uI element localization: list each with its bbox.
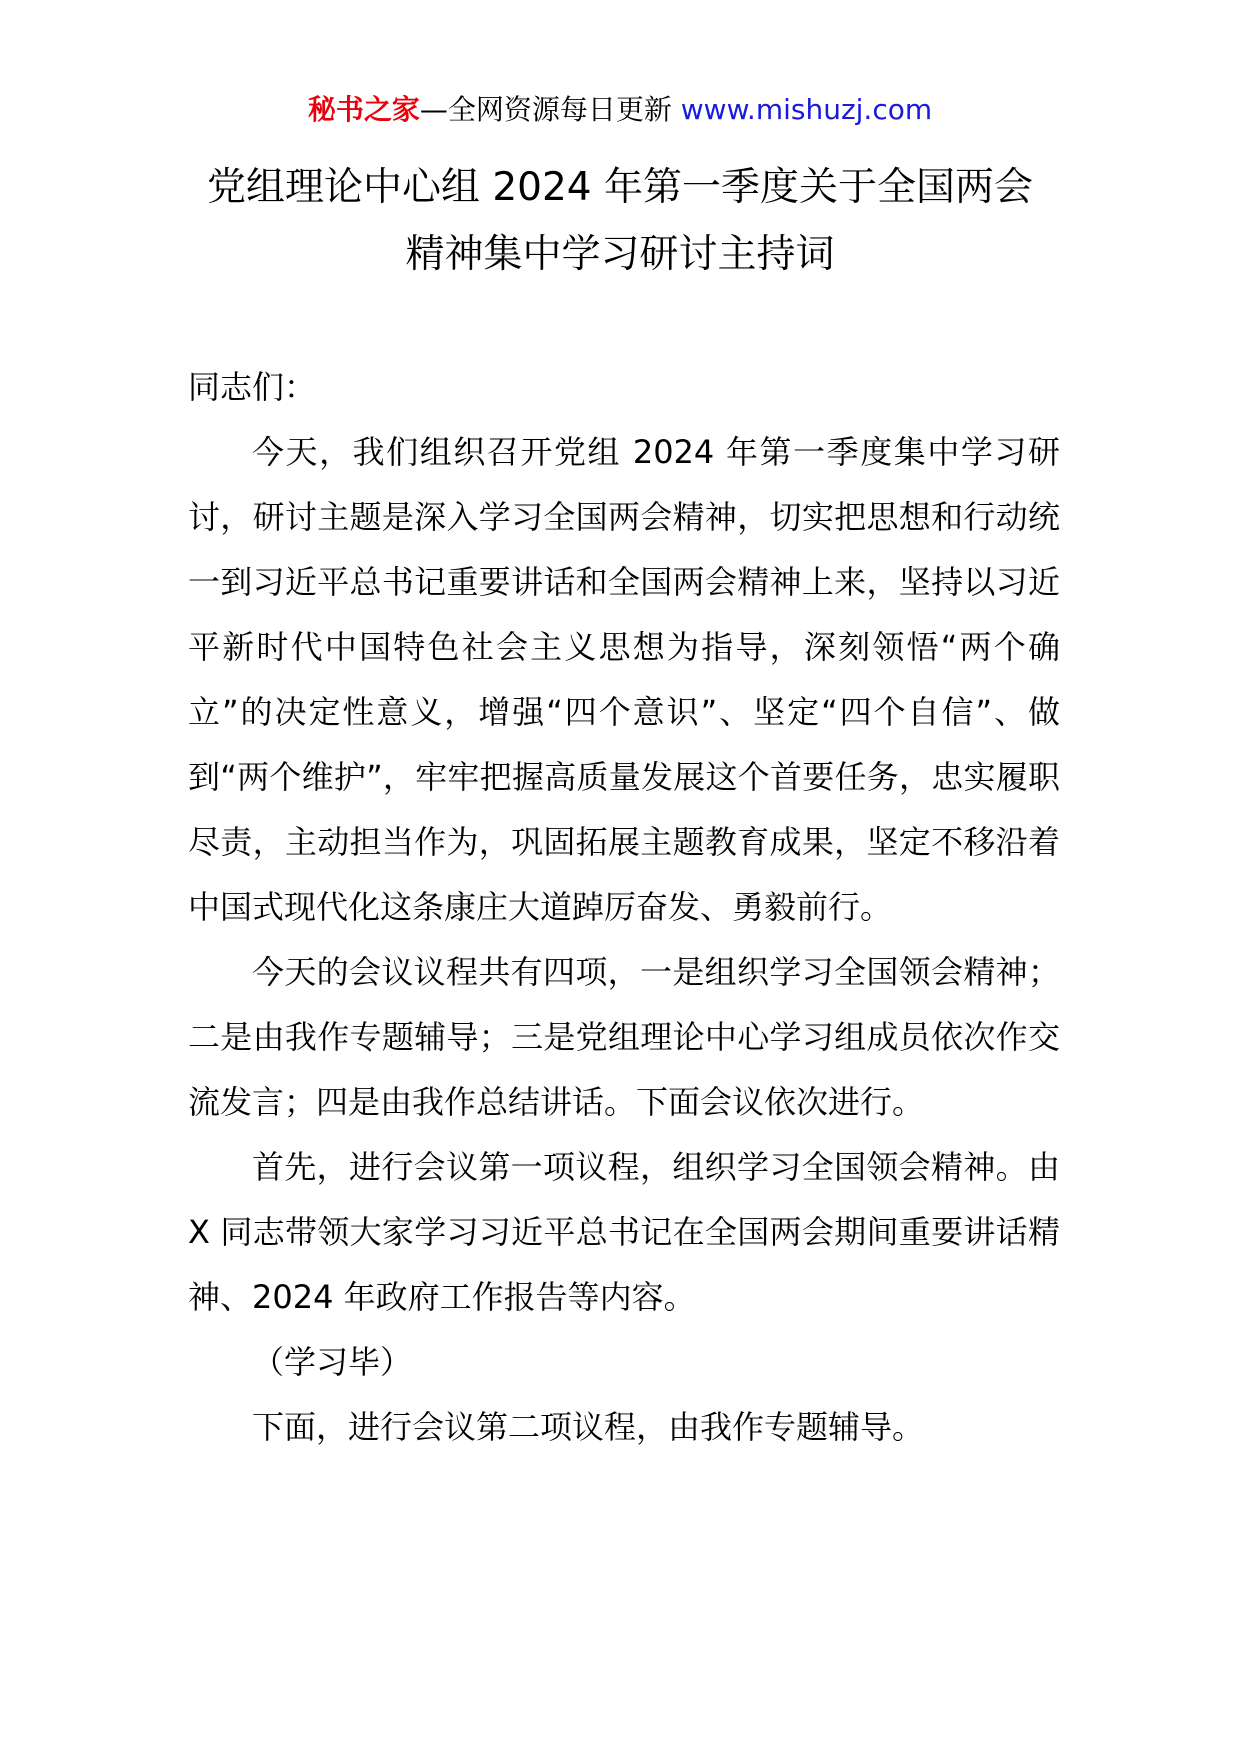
header-tagline: —全网资源每日更新 bbox=[419, 93, 681, 126]
document-title-line-1: 党组理论中心组 2024 年第一季度关于全国两会 bbox=[206, 165, 1034, 210]
document-title-line-2: 精神集中学习研讨主持词 bbox=[405, 232, 835, 277]
site-url-link[interactable]: www.mishuzj.com bbox=[680, 93, 933, 126]
paragraph-2: 今天的会议议程共有四项，一是组织学习全国领会精神；二是由我作专题辅导；三是党组理论中心学习组成员依次作交流发言；四是由我作总结讲话。下面会议依次进行。 bbox=[188, 953, 1060, 1121]
salutation: 同志们： bbox=[188, 368, 317, 406]
document-body bbox=[188, 355, 1060, 1460]
paragraph-3: 首先，进行会议第一项议程，组织学习全国领会精神。由 X 同志带领大家学习习近平总书记在全国两会期间重要讲话精神、2024 年政府工作报告等内容。 bbox=[188, 1148, 1060, 1316]
paragraph-1: 今天，我们组织召开党组 2024 年第一季度集中学习研讨，研讨主题是深入学习全国两会精神，切实把思想和行动统一到习近平总书记重要讲话和全国两会精神上来，坚持以习近平新时代中国特色社会主义思想为指导，深刻领悟“两个确立”的决定性意义，增强“四个意识”、坚定“四个自信”、做到“两个维护”，牢牢把握高质量发展这个首要任务，忠实履职尽责，主动担当作为，巩固拓展主题教育成果，坚定不移沿着中国式现代化这条康庄大道踔厉奋发、勇毅前行。 bbox=[188, 433, 1060, 926]
paragraph-study-complete: （学习毕） bbox=[252, 1343, 413, 1381]
site-header bbox=[0, 92, 1240, 128]
brand-name: 秘书之家 bbox=[307, 93, 420, 126]
paragraph-4: 下面，进行会议第二项议程，由我作专题辅导。 bbox=[252, 1408, 925, 1446]
